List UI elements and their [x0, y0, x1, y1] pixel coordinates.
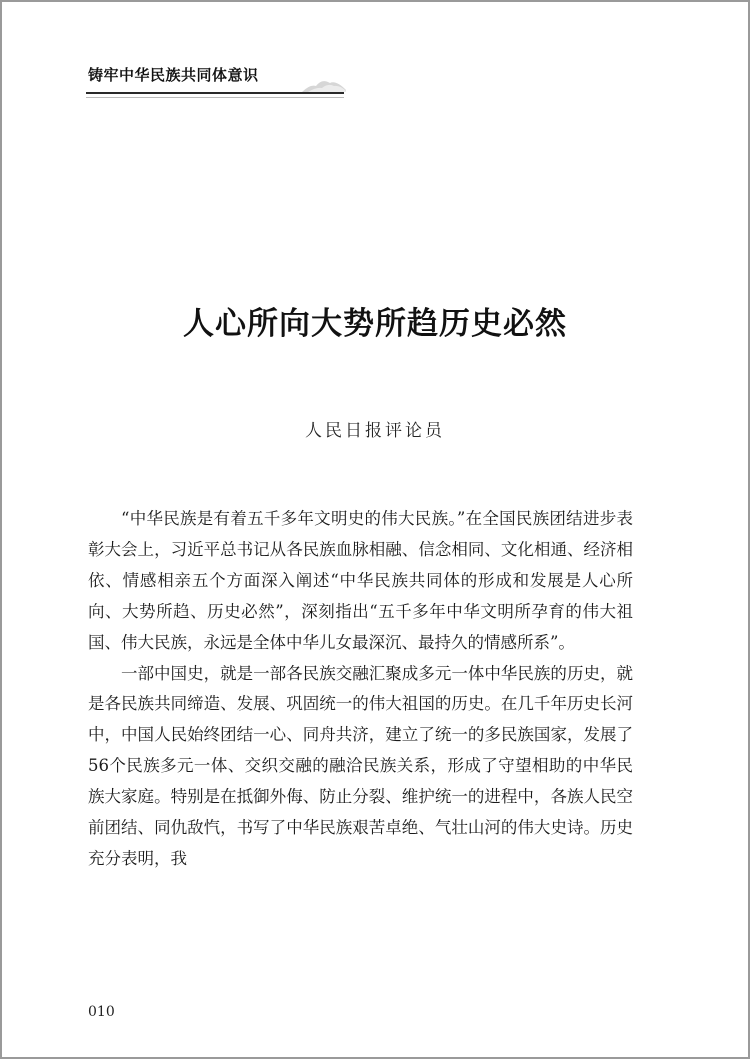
article-body	[88, 504, 633, 875]
article-title: 人心所向大势所趋历史必然	[183, 306, 567, 342]
header-rule	[86, 92, 344, 94]
paragraph: “中华民族是有着五千多年文明史的伟大民族。”在全国民族团结进步表彰大会上，习近平总书记从各民族血脉相融、信念相同、文化相通、经济相依、情感相亲五个方面深入阐述“中华民族共同体的形成和发展是人心所向、大势所趋、历史必然”，深刻指出“五千多年中华文明所孕育的伟大祖国、伟大民族，永远是全体中华儿女最深沉、最持久的情感所系”。	[88, 509, 633, 652]
paragraph: 一部中国史，就是一部各民族交融汇聚成多元一体中华民族的历史，就是各民族共同缔造、发展、巩固统一的伟大祖国的历史。在几千年历史长河中，中国人民始终团结一心、同舟共济，建立了统一的多民族国家，发展了56个民族多元一体、交织交融的融洽民族关系，形成了守望相助的中华民族大家庭。特别是在抵御外侮、防止分裂、维护统一的进程中，各族人民空前团结、同仇敌忾，书写了中华民族艰苦卓绝、气壮山河的伟大史诗。历史充分表明，我	[88, 663, 633, 868]
header-rule-thin	[86, 97, 344, 98]
page-number: 010	[88, 1004, 115, 1020]
mountain-ornament-icon	[302, 74, 346, 94]
running-header: 铸牢中华民族共同体意识	[88, 66, 259, 84]
article-author: 人民日报评论员	[305, 421, 445, 441]
